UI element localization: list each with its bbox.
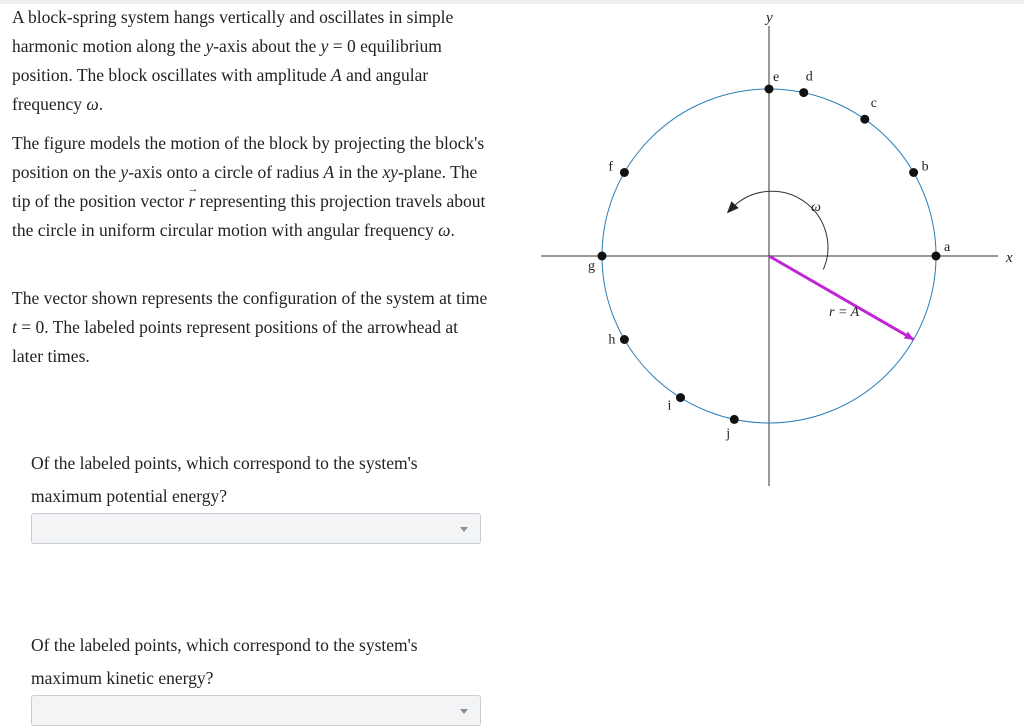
- text-run: -axis onto a circle of radius: [128, 162, 324, 182]
- question-1-text: Of the labeled points, which correspond to the system's maximum potential energy?: [31, 453, 418, 506]
- point-g: [598, 252, 607, 261]
- point-label-a: a: [944, 240, 951, 255]
- vector-label: r = A: [829, 305, 860, 320]
- point-label-e: e: [773, 70, 780, 85]
- text-run: representing this projection travels about the circle in uniform circular motion with angular frequency: [12, 191, 486, 240]
- point-label-c: c: [870, 96, 878, 112]
- position-vector: [769, 256, 914, 340]
- point-j: [730, 415, 739, 424]
- point-label-f: f: [608, 159, 614, 175]
- vector-r-symbol: r →: [188, 187, 195, 216]
- point-label-g: g: [588, 259, 595, 274]
- math-symbol: A: [323, 162, 335, 182]
- math-symbol: y: [120, 162, 129, 182]
- y-axis-label: y: [766, 10, 773, 26]
- point-label-i: i: [667, 398, 672, 414]
- text-run: .: [450, 220, 455, 240]
- math-symbol: ω: [86, 94, 99, 114]
- point-f: [620, 168, 629, 177]
- math-symbol: A: [331, 65, 342, 85]
- point-a: [932, 252, 941, 261]
- omega-label: ω: [811, 200, 821, 215]
- math-symbol: y: [320, 36, 329, 56]
- text-run: A block-spring system hangs vertically and oscillates in simple harmonic motion along the: [12, 7, 454, 56]
- text-run: = 0. The labeled points represent positions of the arrowhead at later times.: [12, 317, 458, 366]
- point-b: [909, 168, 918, 177]
- point-label-j: j: [726, 426, 731, 442]
- text-run: .: [98, 94, 104, 114]
- math-symbol: ω: [438, 220, 451, 240]
- point-h: [620, 335, 629, 344]
- point-e: [765, 85, 774, 94]
- x-axis-label: x: [1006, 250, 1013, 266]
- math-symbol: y: [205, 36, 214, 56]
- math-symbol: t: [12, 317, 17, 337]
- text-run: -plane. The tip of the position vector: [12, 162, 478, 211]
- text-run: The vector shown represents the configuration of the system at time: [12, 288, 488, 308]
- point-d: [799, 88, 808, 97]
- text-run: in the: [334, 162, 383, 182]
- math-symbol: xy: [382, 162, 398, 182]
- text-run: and angular frequency: [12, 65, 429, 114]
- text-run: The figure models the motion of the block by projecting the block's position on the: [12, 133, 485, 182]
- point-label-b: b: [921, 159, 929, 175]
- question-2-text: Of the labeled points, which correspond to the system's maximum kinetic energy?: [31, 635, 418, 688]
- point-i: [676, 393, 685, 402]
- point-label-h: h: [608, 332, 616, 348]
- text-run: = 0 equilibrium position. The block oscillates with amplitude: [12, 36, 442, 85]
- text-run: -axis about the: [213, 36, 321, 56]
- point-c: [860, 115, 869, 124]
- point-label-d: d: [805, 69, 813, 85]
